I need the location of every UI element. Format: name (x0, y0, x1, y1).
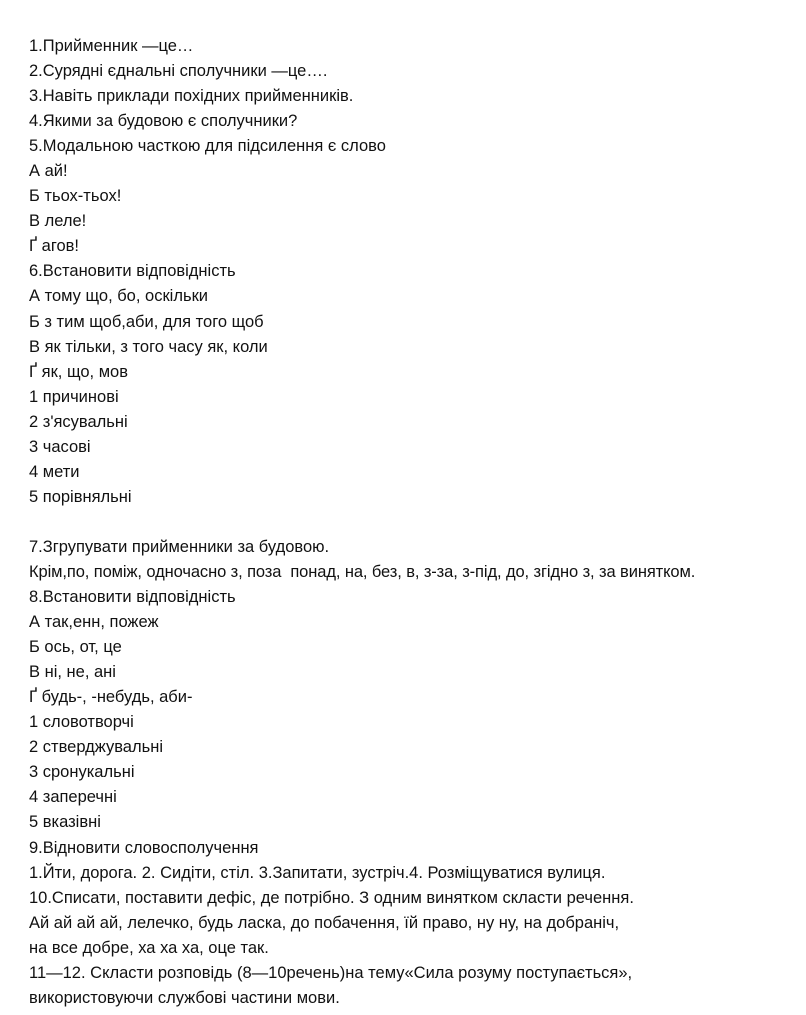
text-line: Ай ай ай ай, лелечко, будь ласка, до побачення, їй право, ну ну, на добраніч, (29, 913, 620, 932)
text-line: 2 з'ясувальні (29, 412, 128, 431)
text-line: 10.Списати, поставити дефіс, де потрібно. З одним винятком скласти речення. (29, 888, 634, 907)
text-line: 4 заперечні (29, 788, 117, 807)
text-line: Ґ агов! (29, 237, 80, 256)
text-line: 1.Йти, дорога. 2. Сидіти, стіл. 3.Запитати, зустріч.4. Розміщуватися вулиця. (29, 863, 606, 882)
text-line: В ні, не, ані (29, 663, 116, 682)
text-line: А тому що, бо, оскільки (29, 287, 209, 306)
text-line: Б з тим щоб,аби, для того щоб (29, 312, 264, 331)
text-line: 7.Згрупувати прийменники за будовою. (29, 537, 330, 556)
text-line: 3.Навіть приклади похідних прийменників. (29, 87, 354, 106)
document-text (29, 34, 799, 1011)
text-line: Ґ як, що, мов (29, 362, 128, 381)
blank-line (29, 510, 799, 535)
text-line: 2 стверджувальні (29, 738, 163, 757)
text-line: 5 порівняльні (29, 487, 132, 506)
text-line: 1.Прийменник —це… (29, 37, 194, 55)
text-line: 5 вказівні (29, 813, 101, 832)
text-line: 1 причинові (29, 387, 119, 406)
text-line: Б тьох-тьох! (29, 187, 122, 206)
text-line: 4.Якими за будовою є сполучники? (29, 112, 298, 131)
text-line: 11—12. Скласти розповідь (8—10речень)на тему«Сила розуму поступається», (29, 963, 633, 982)
text-line: 5.Модальною часткою для підсилення є слово (29, 137, 386, 156)
text-line: А так,енн, пожеж (29, 613, 159, 632)
text-line: В леле! (29, 212, 87, 231)
text-line: 8.Встановити відповідність (29, 588, 236, 607)
text-line: 4 мети (29, 462, 80, 481)
text-line: Ґ будь-, -небудь, аби- (29, 688, 193, 707)
text-line: В як тільки, з того часу як, коли (29, 337, 268, 356)
text-line: 3 часові (29, 437, 91, 456)
text-line: 3 сронукальні (29, 763, 135, 782)
text-line: на все добре, ха ха ха, оце так. (29, 938, 269, 957)
text-line: Б ось, от, це (29, 638, 122, 657)
text-line: 9.Відновити словосполучення (29, 838, 259, 857)
text-line: використовуючи службові частини мови. (29, 988, 340, 1007)
text-line: Крім,по, поміж, одночасно з, поза понад, на, без, в, з-за, з-під, до, згідно з, за винятком. (29, 562, 696, 581)
text-line: 6.Встановити відповідність (29, 262, 236, 281)
text-line: 1 словотворчі (29, 713, 134, 732)
text-line: А ай! (29, 162, 68, 181)
text-line: 2.Сурядні єднальні сполучники —це…. (29, 62, 328, 81)
